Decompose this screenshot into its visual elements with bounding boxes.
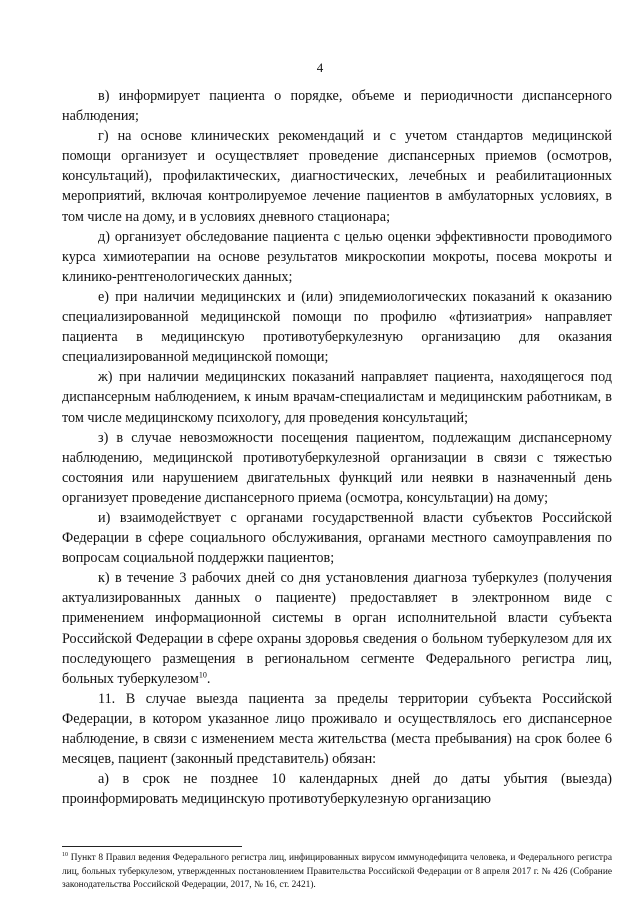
paragraph-g: г) на основе клинических рекомендаций и с учетом стандартов медицинской помощи организует и осуществляет проведение диспансерных приемов (осмотров, консультаций), профилактических, диагностических, лечебных и реабилитационных мероприятий, включая контролируемое лечение пациентов в амбулаторных условиях, в том числе на дому, и в условиях дневного стационара; <box>62 128 612 225</box>
footnote-reference: 10 <box>198 669 207 679</box>
paragraph-v: в) информирует пациента о порядке, объеме и периодичности диспансерного наблюдения; <box>62 88 612 125</box>
paragraph-k-tail: . <box>206 670 211 687</box>
paragraph-i: и) взаимодействует с органами государственной власти субъектов Российской Федерации в сфере социального обслуживания, органами местного самоуправления по вопросам социальной поддержки пациентов; <box>62 509 612 567</box>
paragraph-k-text: к) в течение 3 рабочих дней со дня установления диагноза туберкулез (получения актуализированных данных о пациенте) предоставляет в электронном виде с применением информационной системы в орган исполнительной власти субъекта Российской Федерации в сфере охраны здоровья сведения о больном туберкулезом для их последующего размещения в региональном сегменте Федерального регистра лиц, больных туберкулезом <box>62 570 612 687</box>
paragraph-11: 11. В случае выезда пациента за пределы территории субъекта Российской Федерации, в котором указанное лицо проживало и осуществлялось его диспансерное наблюдение, в связи с изменением места жительства (места пребывания) на срок более 6 месяцев, пациент (законный представитель) обязан: <box>62 690 612 768</box>
footnote-divider <box>62 846 242 847</box>
document-body <box>62 86 612 809</box>
footnote-text: Пункт 8 Правил ведения Федерального регистра лиц, инфицированных вирусом иммунодефицита человека, и Федерального регистра лиц, больных туберкулезом, утвержденных постановлением Правительства Российской Федерации от 8 апреля 2017 г. № 426 (Собрание законодательства Российской Федерации, 2017, № 16, ст. 2421). <box>62 853 612 890</box>
footnote <box>62 852 612 893</box>
paragraph-k <box>62 568 612 689</box>
paragraph-z: з) в случае невозможности посещения пациентом, подлежащим диспансерному наблюдению, медицинской противотуберкулезной организации в связи с тяжестью состояния или нарушением двигательных функций или неявки в назначенный день организует проведение диспансерного приема (осмотра, консультации) на дому; <box>62 429 612 506</box>
page-number: 4 <box>316 60 324 75</box>
paragraph-e: е) при наличии медицинских и (или) эпидемиологических показаний к оказанию специализированной медицинской помощи по профилю «фтизиатрия» направляет пациента в медицинскую противотуберкулезную организацию для оказания специализированной медицинской помощи; <box>62 288 612 366</box>
paragraph-d: д) организует обследование пациента с целью оценки эффективности проводимого курса химиотерапии на основе результатов микроскопии мокроты, посева мокроты и клинико-рентгенологических данных; <box>62 228 612 285</box>
paragraph-zh: ж) при наличии медицинских показаний направляет пациента, находящегося под диспансерным наблюдением, к иным врачам-специалистам и медицинским работникам, в том числе медицинскому психологу, для проведения консультаций; <box>62 369 612 426</box>
paragraph-a: а) в срок не позднее 10 календарных дней до даты убытия (выезда) проинформировать медицинскую противотуберкулезную организацию <box>62 771 612 808</box>
footnote-marker: 10 <box>62 851 68 858</box>
